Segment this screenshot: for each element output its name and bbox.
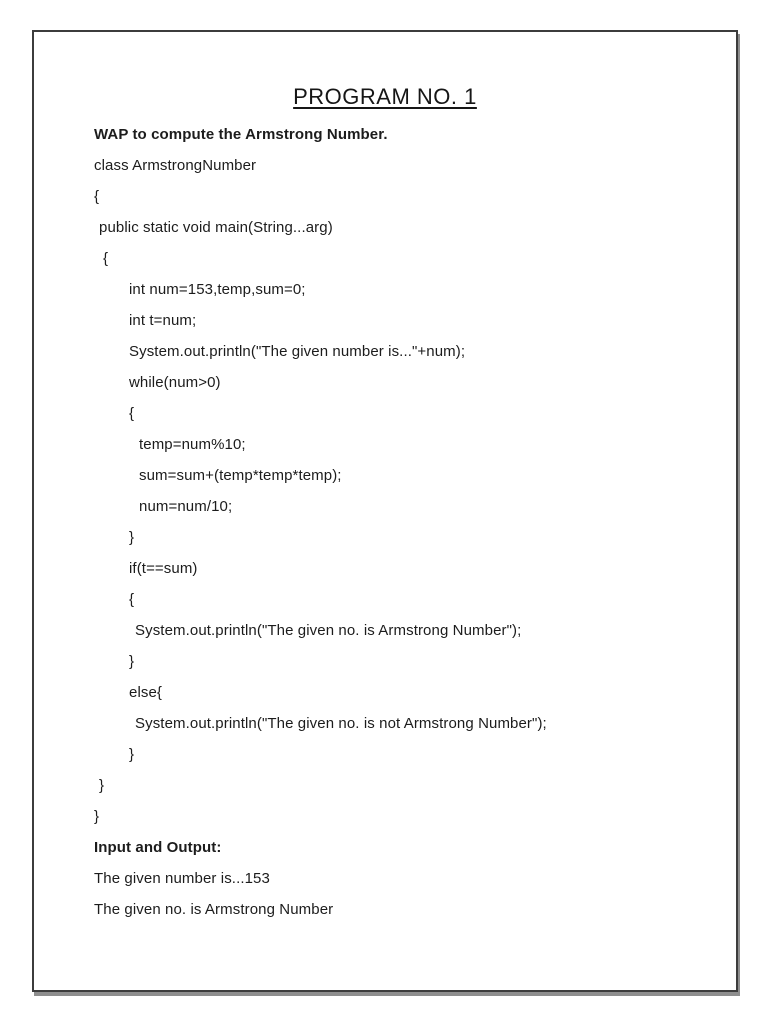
code-line: } — [129, 653, 135, 670]
code-line: { — [129, 591, 135, 608]
document-page — [32, 30, 738, 992]
code-line: } — [129, 746, 135, 763]
code-line: System.out.println("The given number is..."+num); — [129, 343, 466, 360]
heading-line: WAP to compute the Armstrong Number. — [94, 126, 388, 143]
program-listing — [34, 119, 736, 925]
code-line: num=num/10; — [139, 498, 233, 515]
code-line: if(t==sum) — [129, 560, 198, 577]
code-line: System.out.println("The given no. is Armstrong Number"); — [135, 622, 522, 639]
page-title: PROGRAM NO. 1 — [293, 84, 477, 109]
code-line: public static void main(String...arg) — [99, 219, 333, 236]
code-line: { — [94, 188, 100, 205]
code-line: sum=sum+(temp*temp*temp); — [139, 467, 342, 484]
code-line: class ArmstrongNumber — [94, 157, 257, 174]
code-line: while(num>0) — [129, 374, 221, 391]
code-line: } — [99, 777, 105, 794]
code-line: The given no. is Armstrong Number — [94, 901, 334, 918]
code-line: The given number is...153 — [94, 870, 270, 887]
code-line: } — [94, 808, 100, 825]
code-line: temp=num%10; — [139, 436, 246, 453]
code-line: int t=num; — [129, 312, 197, 329]
code-line: } — [129, 529, 135, 546]
code-line: System.out.println("The given no. is not Armstrong Number"); — [135, 715, 547, 732]
code-line: { — [103, 250, 109, 267]
code-line: else{ — [129, 684, 163, 701]
heading-line: Input and Output: — [94, 839, 222, 856]
code-line: { — [129, 405, 135, 422]
code-line: int num=153,temp,sum=0; — [129, 281, 306, 298]
